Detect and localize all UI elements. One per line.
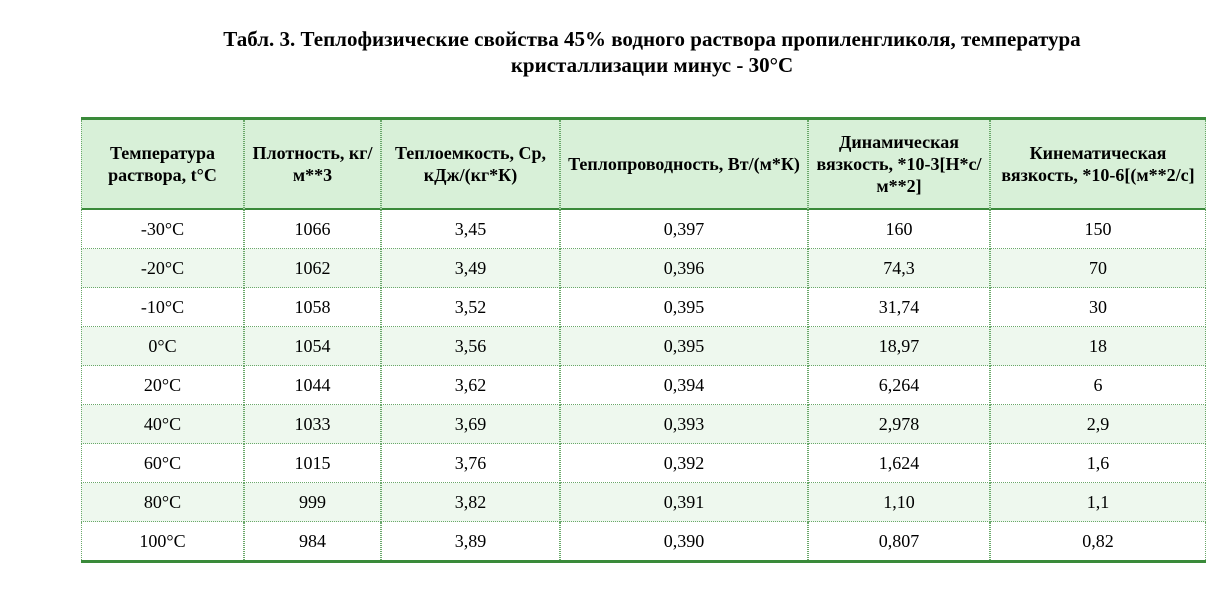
table-cell: 1044 (244, 366, 381, 405)
table-cell: -20°C (81, 249, 244, 288)
table-cell: 0,390 (560, 522, 808, 560)
table-cell: 1,6 (990, 444, 1206, 483)
table-row (81, 327, 1206, 366)
table-cell: 0,392 (560, 444, 808, 483)
table-cell: 1,624 (808, 444, 990, 483)
table-cell: 1015 (244, 444, 381, 483)
column-header: Температура раствора, t°C (81, 120, 244, 210)
table-cell: 3,82 (381, 483, 560, 522)
properties-table (81, 117, 1206, 563)
table-cell: 6 (990, 366, 1206, 405)
table-cell: 999 (244, 483, 381, 522)
table-cell: 18,97 (808, 327, 990, 366)
table-row (81, 522, 1206, 560)
table-cell: 0,394 (560, 366, 808, 405)
table-cell: 3,76 (381, 444, 560, 483)
column-header: Теплоемкость, Ср, кДж/(кг*К) (381, 120, 560, 210)
table-cell: 3,52 (381, 288, 560, 327)
table-cell: 3,56 (381, 327, 560, 366)
table-cell: 100°C (81, 522, 244, 560)
table-cell: 1054 (244, 327, 381, 366)
table-cell: 0,395 (560, 288, 808, 327)
column-header: Кинематическая вязкость, *10-6[(м**2/с] (990, 120, 1206, 210)
table-cell: 1058 (244, 288, 381, 327)
table-row (81, 249, 1206, 288)
column-header: Теплопроводность, Вт/(м*К) (560, 120, 808, 210)
table-caption (82, 26, 1222, 78)
table-cell: 80°C (81, 483, 244, 522)
table-cell: 1,1 (990, 483, 1206, 522)
table-cell: 60°C (81, 444, 244, 483)
table-cell: 2,9 (990, 405, 1206, 444)
table-cell: 6,264 (808, 366, 990, 405)
table-row (81, 483, 1206, 522)
table-cell: 1062 (244, 249, 381, 288)
table-cell: 0,82 (990, 522, 1206, 560)
table-cell: 1033 (244, 405, 381, 444)
table-row (81, 288, 1206, 327)
table-cell: 160 (808, 210, 990, 249)
table-cell: 0,397 (560, 210, 808, 249)
table-cell: 0,396 (560, 249, 808, 288)
table-cell: 3,49 (381, 249, 560, 288)
table-cell: 31,74 (808, 288, 990, 327)
table-cell: 0,807 (808, 522, 990, 560)
table-cell: -30°C (81, 210, 244, 249)
table-header-row (81, 120, 1206, 210)
caption-line-2: кристаллизации минус - 30°С (510, 53, 794, 77)
table-cell: 74,3 (808, 249, 990, 288)
table-cell: 0,393 (560, 405, 808, 444)
table-cell: 2,978 (808, 405, 990, 444)
table-cell: 20°C (81, 366, 244, 405)
table-cell: 0,395 (560, 327, 808, 366)
table-cell: 3,62 (381, 366, 560, 405)
column-header: Плотность, кг/м**3 (244, 120, 381, 210)
caption-line-1: Табл. 3. Теплофизические свойства 45% водного раствора пропиленгликоля, температура (223, 27, 1081, 51)
table-cell: 0°C (81, 327, 244, 366)
table-cell: 0,391 (560, 483, 808, 522)
table-row (81, 405, 1206, 444)
table-row (81, 366, 1206, 405)
table-body (81, 210, 1206, 560)
table-cell: 3,69 (381, 405, 560, 444)
table-cell: 18 (990, 327, 1206, 366)
table-cell: 150 (990, 210, 1206, 249)
table-cell: 40°C (81, 405, 244, 444)
table-cell: 1066 (244, 210, 381, 249)
column-header: Динамическая вязкость, *10-3[Н*с/м**2] (808, 120, 990, 210)
table-cell: 30 (990, 288, 1206, 327)
table-cell: 984 (244, 522, 381, 560)
table-cell: 3,45 (381, 210, 560, 249)
table-cell: 3,89 (381, 522, 560, 560)
table-row (81, 444, 1206, 483)
table-cell: 70 (990, 249, 1206, 288)
table-cell: -10°C (81, 288, 244, 327)
table-row (81, 210, 1206, 249)
table-cell: 1,10 (808, 483, 990, 522)
